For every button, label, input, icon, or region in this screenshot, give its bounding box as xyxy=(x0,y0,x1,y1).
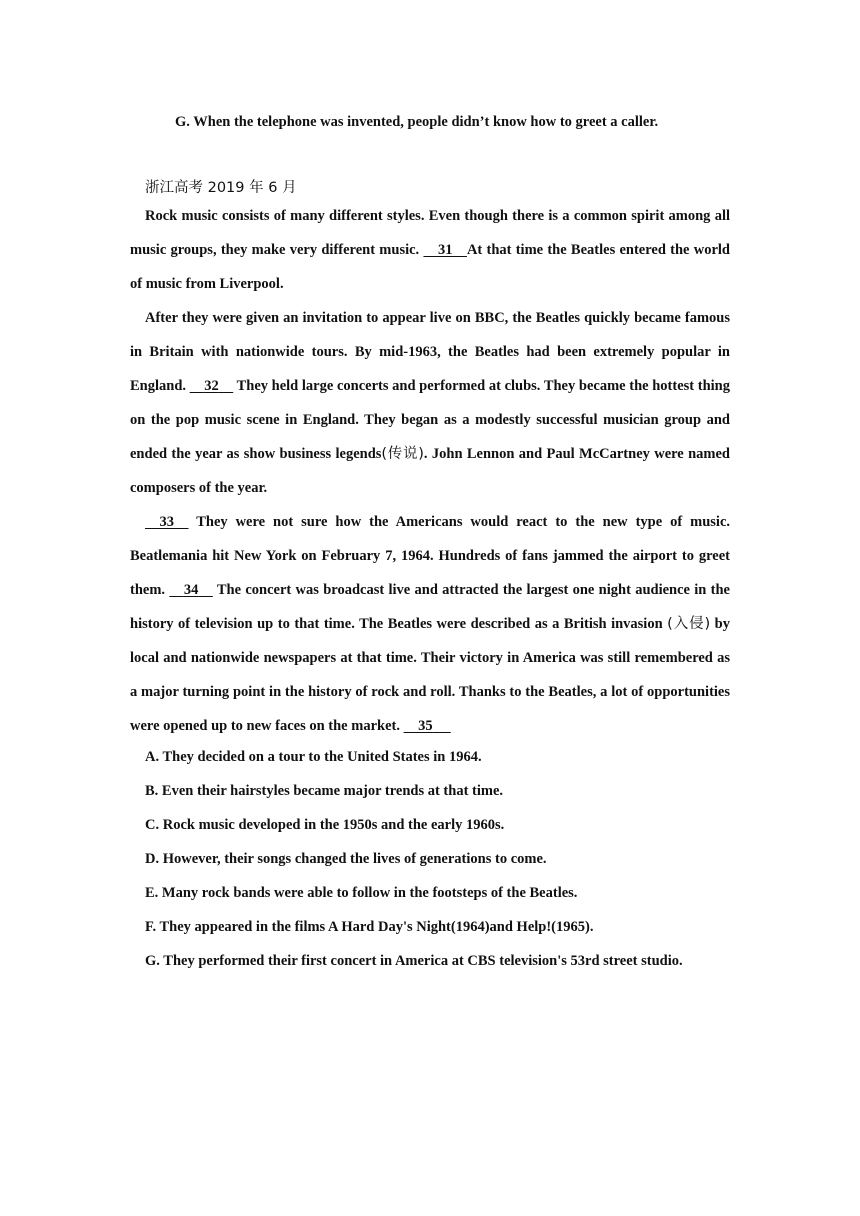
blank-31: 31 xyxy=(437,242,453,258)
paragraph-2-cjk-gloss: (传说) xyxy=(381,446,424,462)
paragraph-2-text-a: After they were given an invitation to appear live on BBC, the Beatles quickly became famous in Britain with nationwide tours. By mid-1963, the Beatles had been extremely popular in England. xyxy=(130,310,730,394)
section-heading: 浙江高考 2019 年 6 月 xyxy=(145,180,297,196)
option-e: E. Many rock bands were able to follow in the footsteps of the Beatles. xyxy=(145,885,578,901)
paragraph-3-text-a: They were not sure how the Americans would react to the new type of music. Beatlemania hit New York on February 7, 1964. Hundreds of fans jammed the airport to greet them. xyxy=(130,514,731,598)
option-f: F. They appeared in the films A Hard Day's Night(1964)and Help!(1965). xyxy=(145,919,594,935)
blank-34: 34 xyxy=(183,582,199,598)
paragraph-2 xyxy=(130,301,730,505)
paragraph-1 xyxy=(130,199,730,301)
blank-33: 33 xyxy=(159,514,174,530)
paragraph-3-cjk-gloss: (入侵) xyxy=(667,616,711,632)
blank-35: 35 xyxy=(418,718,433,734)
options-list xyxy=(145,740,683,978)
option-a: A. They decided on a tour to the United States in 1964. xyxy=(145,749,482,765)
option-d: D. However, their songs changed the lives of generations to come. xyxy=(145,851,547,867)
paragraph-1-text-b: At that time the Beatles entered the world of music from Liverpool. xyxy=(130,242,731,292)
option-g: G. They performed their first concert in America at CBS television's 53rd street studio. xyxy=(145,953,683,969)
paragraph-1-text-a: Rock music consists of many different styles. Even though there is a common spirit among all music groups, they make very different music. xyxy=(130,208,730,258)
paragraph-2-text-c: . John Lennon and Paul McCartney were named composers of the year. xyxy=(130,446,730,496)
option-c: C. Rock music developed in the 1950s and the early 1960s. xyxy=(145,817,505,833)
paragraph-2-text-b: They held large concerts and performed at clubs. They became the hottest thing on the pop music scene in England. They began as a modestly successful musician group and ended the year as show business legends xyxy=(130,378,730,462)
previous-option-g: G. When the telephone was invented, people didn’t know how to greet a caller. xyxy=(175,114,659,130)
paragraph-3-text-c: by local and nationwide newspapers at that time. Their victory in America was still remembered as a major turning point in the history of rock and roll. Thanks to the Beatles, a lot of opportunities were opened up to new faces on the market. xyxy=(130,616,730,734)
paragraph-3 xyxy=(130,505,730,743)
blank-32: 32 xyxy=(204,378,219,394)
passage xyxy=(130,199,730,743)
paragraph-3-text-b: The concert was broadcast live and attracted the largest one night audience in the history of television up to that time. The Beatles were described as a British invasion xyxy=(130,582,730,632)
option-b: B. Even their hairstyles became major trends at that time. xyxy=(145,783,504,799)
